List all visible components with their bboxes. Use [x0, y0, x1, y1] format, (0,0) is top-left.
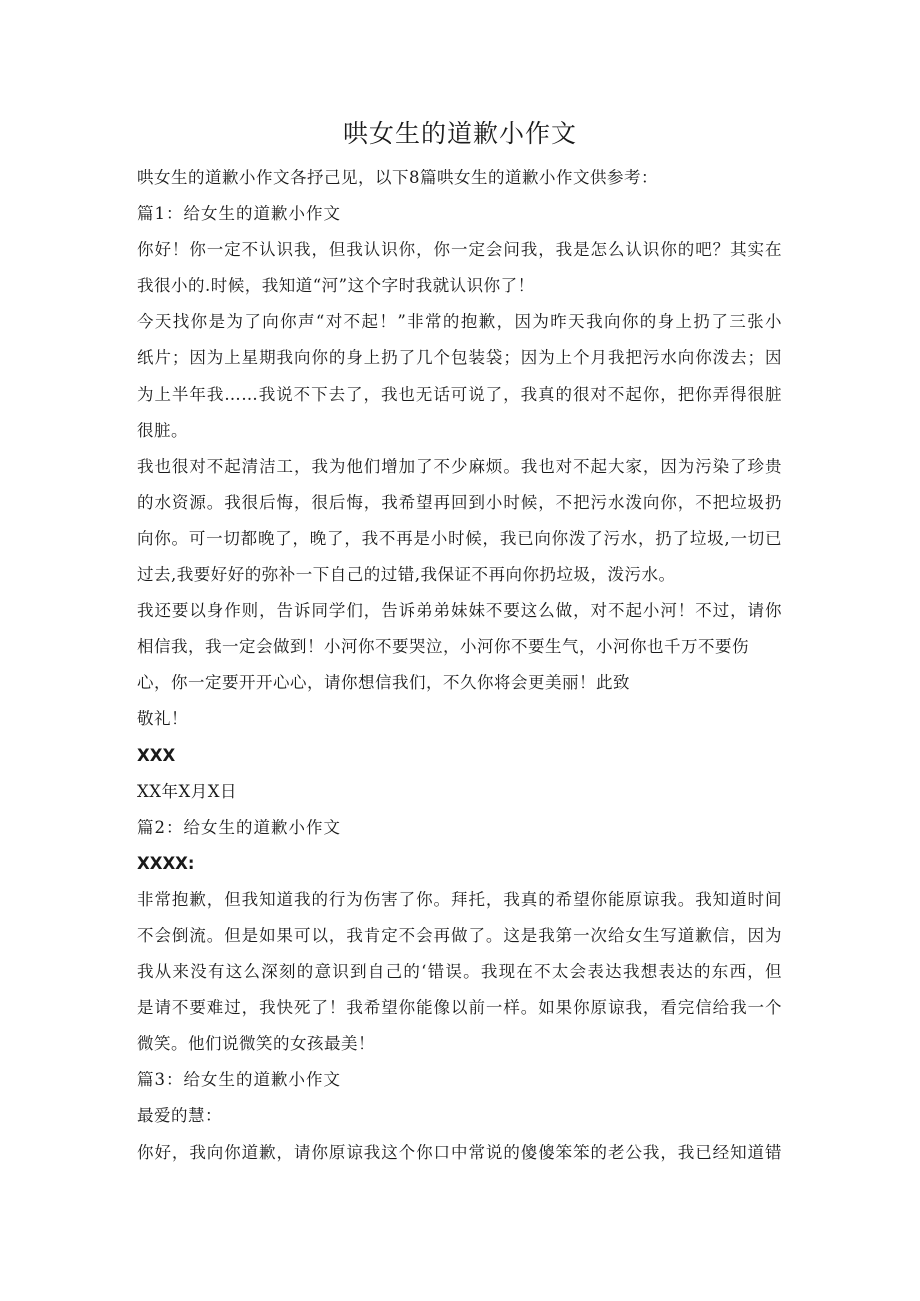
essay-1-line: 相信我，我一定会做到！小河你不要哭泣，小河你不要生气，小河你也千万不要伤: [137, 637, 749, 657]
essay-3-salutation: 最爱的慧：: [137, 1106, 222, 1126]
essay-1-line: 敬礼！: [137, 709, 188, 729]
essay-1-line: 很脏。: [137, 420, 188, 440]
essay-1-heading: 篇1：给女生的道歉小作文: [137, 204, 341, 224]
essay-1-line: 向你。可一切都晚了，晚了，我不再是小时候，我已向你泼了污水，扔了垃圾,一切已: [137, 528, 782, 548]
intro-paragraph: 哄女生的道歉小作文各抒己见，以下8篇哄女生的道歉小作文供参考：: [137, 168, 658, 187]
essay-2-line: 微笑。他们说微笑的女孩最美！: [137, 1034, 375, 1054]
essay-1-line: 过去,我要好好的弥补一下自己的过错,我保证不再向你扔垃圾，泼污水。: [137, 565, 676, 585]
document-body: [137, 160, 782, 1171]
essay-1-line: 纸片；因为上星期我向你的身上扔了几个包装袋；因为上个月我把污水向你泼去；因: [137, 348, 782, 368]
essay-1-line: 今天找你是为了向你声“对不起！”非常的抱歉，因为昨天我向你的身上扔了三张小: [137, 312, 782, 332]
essay-1-line: 我也很对不起清洁工，我为他们增加了不少麻烦。我也对不起大家，因为污染了珍贵: [137, 456, 782, 476]
essay-2-line: 不会倒流。但是如果可以，我肯定不会再做了。这是我第一次给女生写道歉信，因为: [137, 925, 782, 945]
essay-1-signature: XXX: [137, 745, 176, 765]
essay-2-heading: 篇2：给女生的道歉小作文: [137, 817, 341, 837]
essay-2-line: 我从来没有这么深刻的意识到自己的‘错误。我现在不太会表达我想表达的东西，但: [137, 962, 782, 982]
essay-2-line: 非常抱歉，但我知道我的行为伤害了你。拜托，我真的希望你能原谅我。我知道时间: [137, 889, 782, 909]
essay-1-line: 的水资源。我很后悔，很后悔，我希望再回到小时候，不把污水泼向你，不把垃圾扔: [137, 492, 782, 512]
essay-1-line: 我还要以身作则，告诉同学们，告诉弟弟妹妹不要这么做，对不起小河！不过，请你: [137, 601, 782, 621]
essay-1-line: 我很小的.时候，我知道“河”这个字时我就认识你了！: [137, 276, 535, 296]
essay-1-date: XX年X月X日: [137, 781, 237, 801]
essay-1-line: 为上半年我……我说不下去了，我也无话可说了，我真的很对不起你，把你弄得很脏: [137, 384, 782, 404]
essay-3-heading: 篇3：给女生的道歉小作文: [137, 1070, 341, 1090]
essay-1-line: 你好！你一定不认识我，但我认识你，你一定会问我，我是怎么认识你的吧？其实在: [137, 240, 782, 260]
essay-2-salutation: XXXX:: [137, 853, 195, 873]
essay-2-line: 是请不要难过，我快死了！我希望你能像以前一样。如果你原谅我，看完信给我一个: [137, 998, 782, 1018]
essay-3-line: 你好，我向你道歉，请你原谅我这个你口中常说的傻傻笨笨的老公我，我已经知道错: [137, 1142, 782, 1162]
essay-1-line: 心，你一定要开开心心，请你想信我们，不久你将会更美丽！此致: [137, 673, 630, 693]
page-title: 哄女生的道歉小作文: [342, 119, 577, 148]
